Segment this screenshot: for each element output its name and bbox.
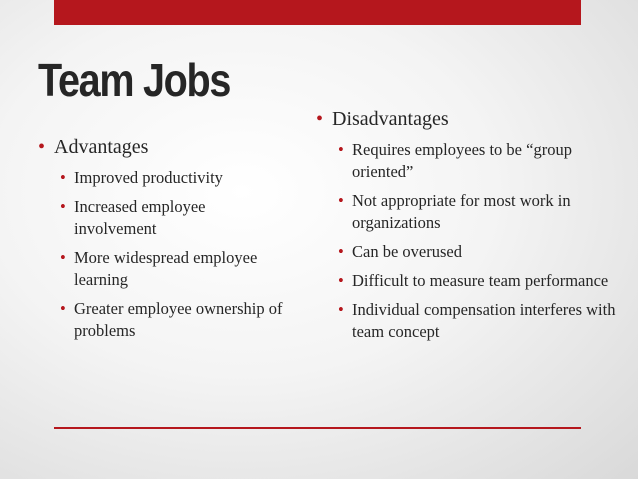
list-item [60,196,288,240]
list-item-text: Increased employee involvement [74,197,206,238]
list-item [338,270,616,292]
list-item-text: Requires employees to be “group oriented” [352,140,572,181]
bullet-icon: • [338,140,344,159]
bullet-icon: • [38,136,46,158]
list-item [60,247,288,291]
list-item-text: Can be overused [352,242,462,261]
bullet-icon: • [60,299,66,318]
bullet-icon: • [316,108,324,130]
bullet-icon: • [60,248,66,267]
advantages-list [38,167,288,342]
bullet-icon: • [60,168,66,187]
top-accent-bar [54,0,581,25]
list-item-text: Improved productivity [74,168,223,187]
advantages-heading-label: Advantages [54,136,149,158]
disadvantages-list [316,139,616,343]
disadvantages-column [316,106,616,350]
list-item [338,139,616,183]
slide-title: Team Jobs [38,54,231,106]
list-item-text: Difficult to measure team performance [352,271,609,290]
list-item-text: More widespread employee learning [74,248,258,289]
advantages-column [38,134,288,349]
list-item [338,190,616,234]
bullet-icon: • [338,300,344,319]
advantages-heading [38,134,288,160]
bottom-divider [54,427,581,429]
list-item-text: Greater employee ownership of problems [74,299,283,340]
list-item [338,241,616,263]
list-item [60,298,288,342]
list-item-text: Not appropriate for most work in organizations [352,191,571,232]
bullet-icon: • [60,197,66,216]
bullet-icon: • [338,271,344,290]
list-item-text: Individual compensation interferes with team concept [352,300,616,341]
disadvantages-heading-label: Disadvantages [332,108,449,130]
list-item [60,167,288,189]
list-item [338,299,616,343]
disadvantages-heading [316,106,616,132]
bullet-icon: • [338,191,344,210]
bullet-icon: • [338,242,344,261]
